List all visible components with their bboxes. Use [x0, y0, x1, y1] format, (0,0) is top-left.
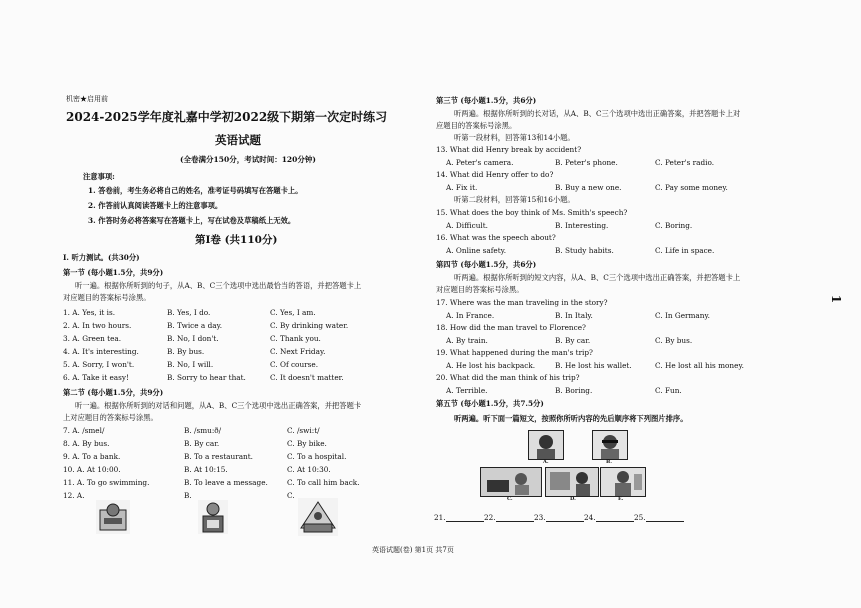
q12-picture-c — [298, 498, 338, 536]
option: C. Life in space. — [655, 246, 715, 255]
subject-title: 英语试题 — [215, 133, 261, 147]
option: C. Next Friday. — [270, 347, 326, 356]
note-item: 3. 作答时务必将答案写在答题卡上，写在试卷及草稿纸上无效。 — [88, 216, 296, 225]
option: 12. A. — [63, 491, 85, 500]
picture-label-c: C. — [507, 496, 513, 502]
option: 3. A. Green tea. — [63, 334, 122, 343]
sec3-instruction-cont: 应题目的答案标号涂黑。 — [436, 121, 517, 130]
option: C. He lost all his money. — [655, 361, 744, 370]
sec4-instruction-cont: 对应题目的答案标号涂黑。 — [436, 285, 524, 294]
option: 7. A. /smel/ — [63, 426, 105, 435]
option: A. Terrible. — [446, 386, 488, 395]
score-time: (全卷满分150分，考试时间：120分钟) — [180, 155, 316, 164]
option: 2. A. In two hours. — [63, 321, 132, 330]
picture-label-b: B. — [606, 459, 612, 465]
option: A. Fix it. — [446, 183, 478, 192]
option: B. At 10:15. — [184, 465, 228, 474]
sec5-instruction: 听两遍。听下面一篇短文，按照你所听内容的先后顺序将下列图片排序。 — [454, 414, 688, 423]
sec3-sub1: 听第一段材料，回答第13和14小题。 — [454, 133, 575, 142]
volume-title: 第Ⅰ卷 (共110分) — [195, 234, 278, 246]
option: C. At 10:30. — [287, 465, 331, 474]
question: 16. What was the speech about? — [436, 233, 556, 242]
option: 11. A. To go swimming. — [63, 478, 150, 487]
ordering-picture-d — [545, 467, 599, 497]
ordering-picture-a — [528, 430, 564, 460]
option: B. Study habits. — [555, 246, 614, 255]
option: C. Fun. — [655, 386, 682, 395]
option: C. In Germany. — [655, 311, 710, 320]
question: 15. What does the boy think of Ms. Smith's speech? — [436, 208, 628, 217]
option: C. By drinking water. — [270, 321, 349, 330]
sec3-sub2: 听第二段材料，回答第15和16小题。 — [454, 195, 575, 204]
q12-picture-b — [198, 500, 228, 534]
option: B. Boring. — [555, 386, 593, 395]
option: B. /smu:ð/ — [184, 426, 222, 435]
option: B. Buy a new one. — [555, 183, 622, 192]
option: 1. A. Yes, it is. — [63, 308, 116, 317]
option: C. To call him back. — [287, 478, 360, 487]
option: C. Peter's radio. — [655, 158, 715, 167]
question: 18. How did the man travel to Florence? — [436, 323, 586, 332]
confidential-mark: 机密★启用前 — [66, 95, 108, 103]
sec3-heading: 第三节 (每小题1.5分，共6分) — [436, 96, 537, 105]
option: A. Peter's camera. — [446, 158, 514, 167]
option: C. /swi:t/ — [287, 426, 320, 435]
question: 13. What did Henry break by accident? — [436, 145, 582, 154]
option: C. Yes, I am. — [270, 308, 316, 317]
option: B. Sorry to hear that. — [167, 373, 246, 382]
sec3-instruction: 听两遍。根据你所听到的长对话，从A、B、C三个选项中选出正确答案，并把答题卡上对 — [454, 109, 741, 118]
option: 5. A. Sorry, I won't. — [63, 360, 135, 369]
sec1-instruction-cont: 对应题目的答案标号涂黑。 — [63, 293, 151, 302]
option: C. — [287, 491, 295, 500]
blank-number: 25. — [634, 513, 646, 522]
option: B. — [184, 491, 192, 500]
option: B. In Italy. — [555, 311, 593, 320]
blank-number: 24. — [584, 513, 596, 522]
option: C. Boring. — [655, 221, 693, 230]
option: 6. A. Take it easy! — [63, 373, 129, 382]
picture-label-d: D. — [570, 496, 576, 502]
blank-number: 22. — [484, 513, 496, 522]
listening-title: Ⅰ. 听力测试。(共30分) — [63, 253, 140, 262]
option: 9. A. To a bank. — [63, 452, 121, 461]
option: C. To a hospital. — [287, 452, 347, 461]
option: C. By bike. — [287, 439, 327, 448]
option: 8. A. By bus. — [63, 439, 110, 448]
ordering-picture-c — [480, 467, 542, 497]
option: C. Thank you. — [270, 334, 321, 343]
option: A. In France. — [446, 311, 495, 320]
question: 17. Where was the man traveling in the story? — [436, 298, 608, 307]
sec4-instruction: 听两遍。根据你所听到的短文内容，从A、B、C三个选项中选出正确答案，并把答题卡上 — [454, 273, 741, 282]
answer-blank-24[interactable] — [584, 513, 634, 522]
answer-blank-25[interactable] — [634, 513, 684, 522]
question: 19. What happened during the man's trip? — [436, 348, 593, 357]
option: B. Interesting. — [555, 221, 609, 230]
option: A. He lost his backpack. — [446, 361, 536, 370]
option: B. By car. — [184, 439, 220, 448]
option: B. By car. — [555, 336, 591, 345]
option: B. Peter's phone. — [555, 158, 618, 167]
option: 10. A. At 10:00. — [63, 465, 121, 474]
option: B. By bus. — [167, 347, 205, 356]
picture-label-a: A. — [543, 459, 549, 465]
option: A. Difficult. — [446, 221, 488, 230]
ordering-picture-e — [600, 467, 646, 497]
sec4-heading: 第四节 (每小题1.5分，共6分) — [436, 260, 537, 269]
answer-blank-22[interactable] — [484, 513, 534, 522]
option: A. By train. — [446, 336, 488, 345]
option: A. Online safety. — [446, 246, 507, 255]
option: C. It doesn't matter. — [270, 373, 344, 382]
option: C. By bus. — [655, 336, 693, 345]
option: B. Twice a day. — [167, 321, 223, 330]
q12-picture-a — [96, 500, 130, 534]
picture-label-e: E. — [618, 496, 624, 502]
option: B. Yes, I do. — [167, 308, 211, 317]
exam-title: 2024-2025学年度礼嘉中学初2022级下期第一次定时练习 — [66, 110, 388, 124]
side-page-mark: 1 — [829, 294, 844, 304]
page-footer: 英语试题(卷) 第1页 共7页 — [372, 546, 454, 554]
sec2-heading: 第二节 (每小题1.5分，共9分) — [63, 388, 164, 397]
note-item: 1. 答卷前，考生务必将自己的姓名，准考证号码填写在答题卡上。 — [88, 186, 303, 195]
option: C. Pay some money. — [655, 183, 728, 192]
note-item: 2. 作答前认真阅读答题卡上的注意事项。 — [88, 201, 223, 210]
blank-number: 21. — [434, 513, 446, 522]
notes-heading: 注意事项: — [83, 172, 115, 181]
sec1-heading: 第一节 (每小题1.5分，共9分) — [63, 268, 164, 277]
sec1-instruction: 听一遍。根据你所听到的句子，从A、B、C三个选项中选出最恰当的答语，并把答题卡上 — [75, 281, 362, 290]
blank-number: 23. — [534, 513, 546, 522]
question: 14. What did Henry offer to do? — [436, 170, 554, 179]
option: B. No, I don't. — [167, 334, 219, 343]
sec2-instruction-cont: 上对应题目的答案标号涂黑。 — [63, 413, 158, 422]
sec5-heading: 第五节 (每小题1.5分，共7.5分) — [436, 399, 544, 408]
question: 20. What did the man think of his trip? — [436, 373, 580, 382]
option: C. Of course. — [270, 360, 319, 369]
option: B. He lost his wallet. — [555, 361, 632, 370]
sec2-instruction: 听一遍。根据你所听到的对话和问题，从A、B、C三个选项中选出正确答案，并把答题卡 — [75, 401, 362, 410]
option: 4. A. It's interesting. — [63, 347, 139, 356]
option: B. No, I will. — [167, 360, 214, 369]
answer-blank-23[interactable] — [534, 513, 584, 522]
ordering-picture-b — [592, 430, 628, 460]
option: B. To leave a message. — [184, 478, 268, 487]
answer-blank-21[interactable] — [434, 513, 484, 522]
option: B. To a restaurant. — [184, 452, 254, 461]
